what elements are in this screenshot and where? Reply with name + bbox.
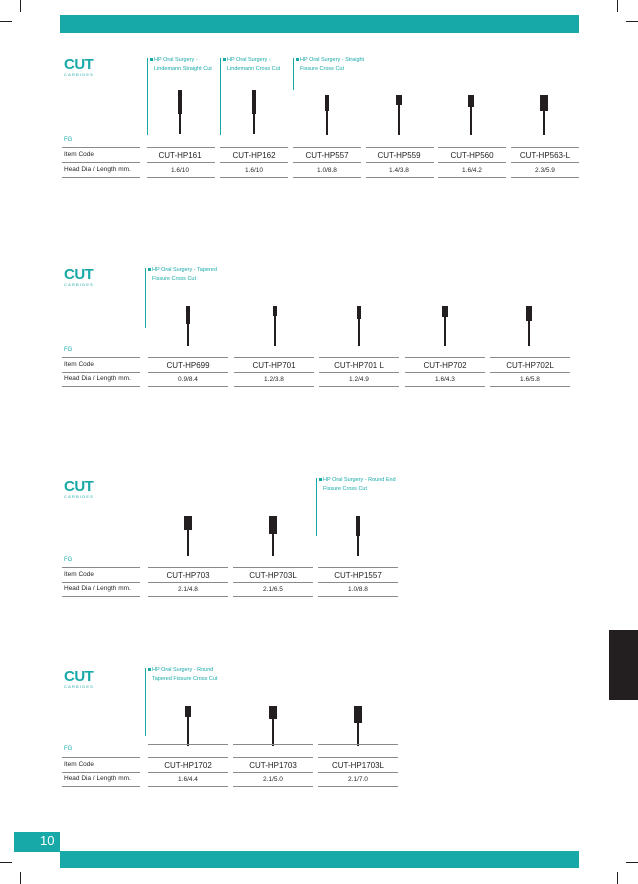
row-rule [234, 386, 314, 387]
item-code: CUT-HP1702 [164, 761, 212, 770]
row-rule [438, 162, 506, 163]
row-rule [366, 147, 434, 148]
row-rule [438, 177, 506, 178]
row-rule [318, 582, 398, 583]
group-label: HP Oral Surgery - Round End Fissure Cross Cut [319, 476, 403, 494]
fg-label: FG [64, 746, 73, 752]
group-divider [145, 268, 146, 328]
group-label: HP Oral Surgery - Lindemann Straight Cut [150, 56, 218, 74]
row-rule [233, 744, 313, 745]
bur-hp563l [539, 95, 549, 135]
logo-wordmark: CUT [64, 266, 94, 283]
row-rule [233, 567, 313, 568]
row-rule [220, 147, 288, 148]
row-rule [62, 357, 140, 358]
head-dia-label: Head Dia / Length mm. [64, 375, 131, 382]
row-rule [148, 786, 228, 787]
item-code: CUT-HP161 [158, 151, 202, 160]
bur-hp702l [524, 306, 534, 346]
group-divider [316, 478, 317, 536]
cut-logo [64, 268, 98, 287]
row-rule [234, 357, 314, 358]
bottom-footer-bar [60, 851, 579, 868]
row-rule [148, 372, 228, 373]
item-code: CUT-HP702 [423, 361, 467, 370]
group-divider [145, 668, 146, 736]
crop-mark [0, 862, 12, 863]
cut-logo [64, 480, 98, 499]
head-dimension: 1.6/10 [244, 167, 264, 174]
row-rule [62, 372, 140, 373]
row-rule [62, 567, 140, 568]
row-rule [293, 177, 361, 178]
fg-label: FG [64, 347, 73, 353]
head-dimension: 1.4/3.8 [389, 167, 409, 174]
row-rule [148, 386, 228, 387]
logo-wordmark: CUT [64, 668, 94, 685]
row-rule [220, 177, 288, 178]
item-code-label: Item Code [64, 571, 94, 578]
crop-mark [617, 0, 618, 12]
item-code: CUT-HP162 [232, 151, 276, 160]
row-rule [62, 147, 140, 148]
logo-wordmark: CUT [64, 56, 94, 73]
row-rule [148, 582, 228, 583]
bur-hp699 [183, 306, 193, 346]
group-divider [147, 58, 148, 135]
bur-hp702 [440, 306, 450, 346]
item-code-label: Item Code [64, 151, 94, 158]
crop-mark [617, 872, 618, 884]
head-dia-label: Head Dia / Length mm. [64, 585, 131, 592]
bur-hp701 [270, 306, 280, 346]
bur-hp1702 [183, 706, 193, 746]
row-rule [293, 162, 361, 163]
group-label: HP Oral Surgery - Lindemann Cross Cut [223, 56, 291, 74]
item-code: CUT-HP701 L [334, 361, 384, 370]
head-dimension: 1.6/4.2 [462, 167, 482, 174]
logo-subtitle: CARBIDES [64, 684, 95, 689]
row-rule [511, 177, 579, 178]
row-rule [318, 567, 398, 568]
group-divider [293, 58, 294, 90]
row-rule [366, 177, 434, 178]
row-rule [511, 147, 579, 148]
head-dimension: 2.1/4.8 [178, 586, 198, 593]
row-rule [62, 596, 140, 597]
row-rule [62, 786, 140, 787]
head-dimension: 1.6/5.8 [520, 376, 540, 383]
crop-mark [0, 21, 12, 22]
row-rule [147, 147, 215, 148]
row-rule [318, 757, 398, 758]
top-header-bar [60, 15, 579, 33]
crop-mark [626, 21, 638, 22]
logo-subtitle: CARBIDES [64, 494, 95, 499]
item-code: CUT-HP560 [450, 151, 494, 160]
item-code: CUT-HP702L [506, 361, 554, 370]
row-rule [62, 162, 140, 163]
item-code: CUT-HP1703 [249, 761, 297, 770]
row-rule [366, 162, 434, 163]
row-rule [319, 386, 399, 387]
cut-logo [64, 670, 98, 689]
row-rule [318, 772, 398, 773]
bur-hp161 [175, 90, 185, 135]
side-tab [609, 630, 638, 700]
fg-label: FG [64, 137, 73, 143]
item-code: CUT-HP701 [252, 361, 296, 370]
head-dimension: 1.2/3.8 [264, 376, 284, 383]
head-dimension: 1.0/8.8 [317, 167, 337, 174]
row-rule [318, 596, 398, 597]
row-rule [318, 744, 398, 745]
row-rule [490, 357, 570, 358]
row-rule [148, 596, 228, 597]
logo-wordmark: CUT [64, 478, 94, 495]
row-rule [148, 567, 228, 568]
bur-hp1703l [353, 706, 363, 746]
row-rule [148, 357, 228, 358]
row-rule [319, 372, 399, 373]
row-rule [62, 177, 140, 178]
logo-subtitle: CARBIDES [64, 282, 95, 287]
row-rule [318, 786, 398, 787]
cut-logo [64, 58, 98, 77]
row-rule [148, 772, 228, 773]
row-rule [62, 772, 140, 773]
bur-hp560 [466, 95, 476, 135]
bur-hp557 [322, 95, 332, 135]
row-rule [405, 386, 485, 387]
row-rule [148, 757, 228, 758]
row-rule [233, 757, 313, 758]
item-code: CUT-HP703L [249, 571, 297, 580]
item-code: CUT-HP1703L [331, 761, 385, 770]
row-rule [62, 386, 140, 387]
head-dimension: 0.9/8.4 [178, 376, 198, 383]
row-rule [293, 147, 361, 148]
bur-hp1557 [353, 516, 363, 556]
head-dimension: 2.1/6.5 [263, 586, 283, 593]
crop-mark [626, 862, 638, 863]
item-code-label: Item Code [64, 361, 94, 368]
head-dimension: 1.2/4.9 [349, 376, 369, 383]
item-code: CUT-HP1557 [334, 571, 382, 580]
row-rule [490, 372, 570, 373]
head-dimension: 1.6/10 [170, 167, 190, 174]
item-code: CUT-HP703 [166, 571, 210, 580]
group-label: HP Oral Surgery - Tapered Fissure Cross Cut [148, 266, 227, 284]
row-rule [220, 162, 288, 163]
row-rule [233, 596, 313, 597]
row-rule [234, 372, 314, 373]
crop-mark [20, 872, 21, 884]
row-rule [319, 357, 399, 358]
bur-hp1703 [268, 706, 278, 746]
row-rule [62, 582, 140, 583]
head-dimension: 2.3/5.9 [535, 167, 555, 174]
row-rule [62, 757, 140, 758]
group-label: HP Oral Surgery - Round Tapered Fissure Cross Cut [148, 666, 227, 684]
row-rule [405, 357, 485, 358]
item-code: CUT-HP559 [377, 151, 421, 160]
row-rule [148, 744, 228, 745]
bur-hp703 [183, 516, 193, 556]
group-divider [220, 58, 221, 135]
row-rule [233, 582, 313, 583]
item-code-label: Item Code [64, 761, 94, 768]
bur-hp703l [268, 516, 278, 556]
row-rule [233, 772, 313, 773]
row-rule [233, 786, 313, 787]
group-label: HP Oral Surgery - Straight Fissure Cross Cut [296, 56, 375, 74]
row-rule [405, 372, 485, 373]
head-dimension: 1.6/4.3 [435, 376, 455, 383]
bur-hp162 [249, 90, 259, 135]
bur-hp559 [394, 95, 404, 135]
crop-mark [20, 0, 21, 12]
head-dimension: 1.6/4.4 [178, 776, 198, 783]
row-rule [147, 162, 215, 163]
head-dia-label: Head Dia / Length mm. [64, 775, 131, 782]
head-dimension: 2.1/7.0 [348, 776, 368, 783]
logo-subtitle: CARBIDES [64, 72, 95, 77]
head-dimension: 2.1/5.0 [263, 776, 283, 783]
item-code: CUT-HP699 [166, 361, 210, 370]
head-dimension: 1.0/8.8 [348, 586, 368, 593]
bur-hp701l [354, 306, 364, 346]
fg-label: FG [64, 557, 73, 563]
row-rule [511, 162, 579, 163]
head-dia-label: Head Dia / Length mm. [64, 166, 131, 173]
page-number: 10 [40, 833, 55, 848]
row-rule [490, 386, 570, 387]
item-code: CUT-HP563-L [519, 151, 571, 160]
row-rule [147, 177, 215, 178]
row-rule [438, 147, 506, 148]
item-code: CUT-HP557 [305, 151, 349, 160]
